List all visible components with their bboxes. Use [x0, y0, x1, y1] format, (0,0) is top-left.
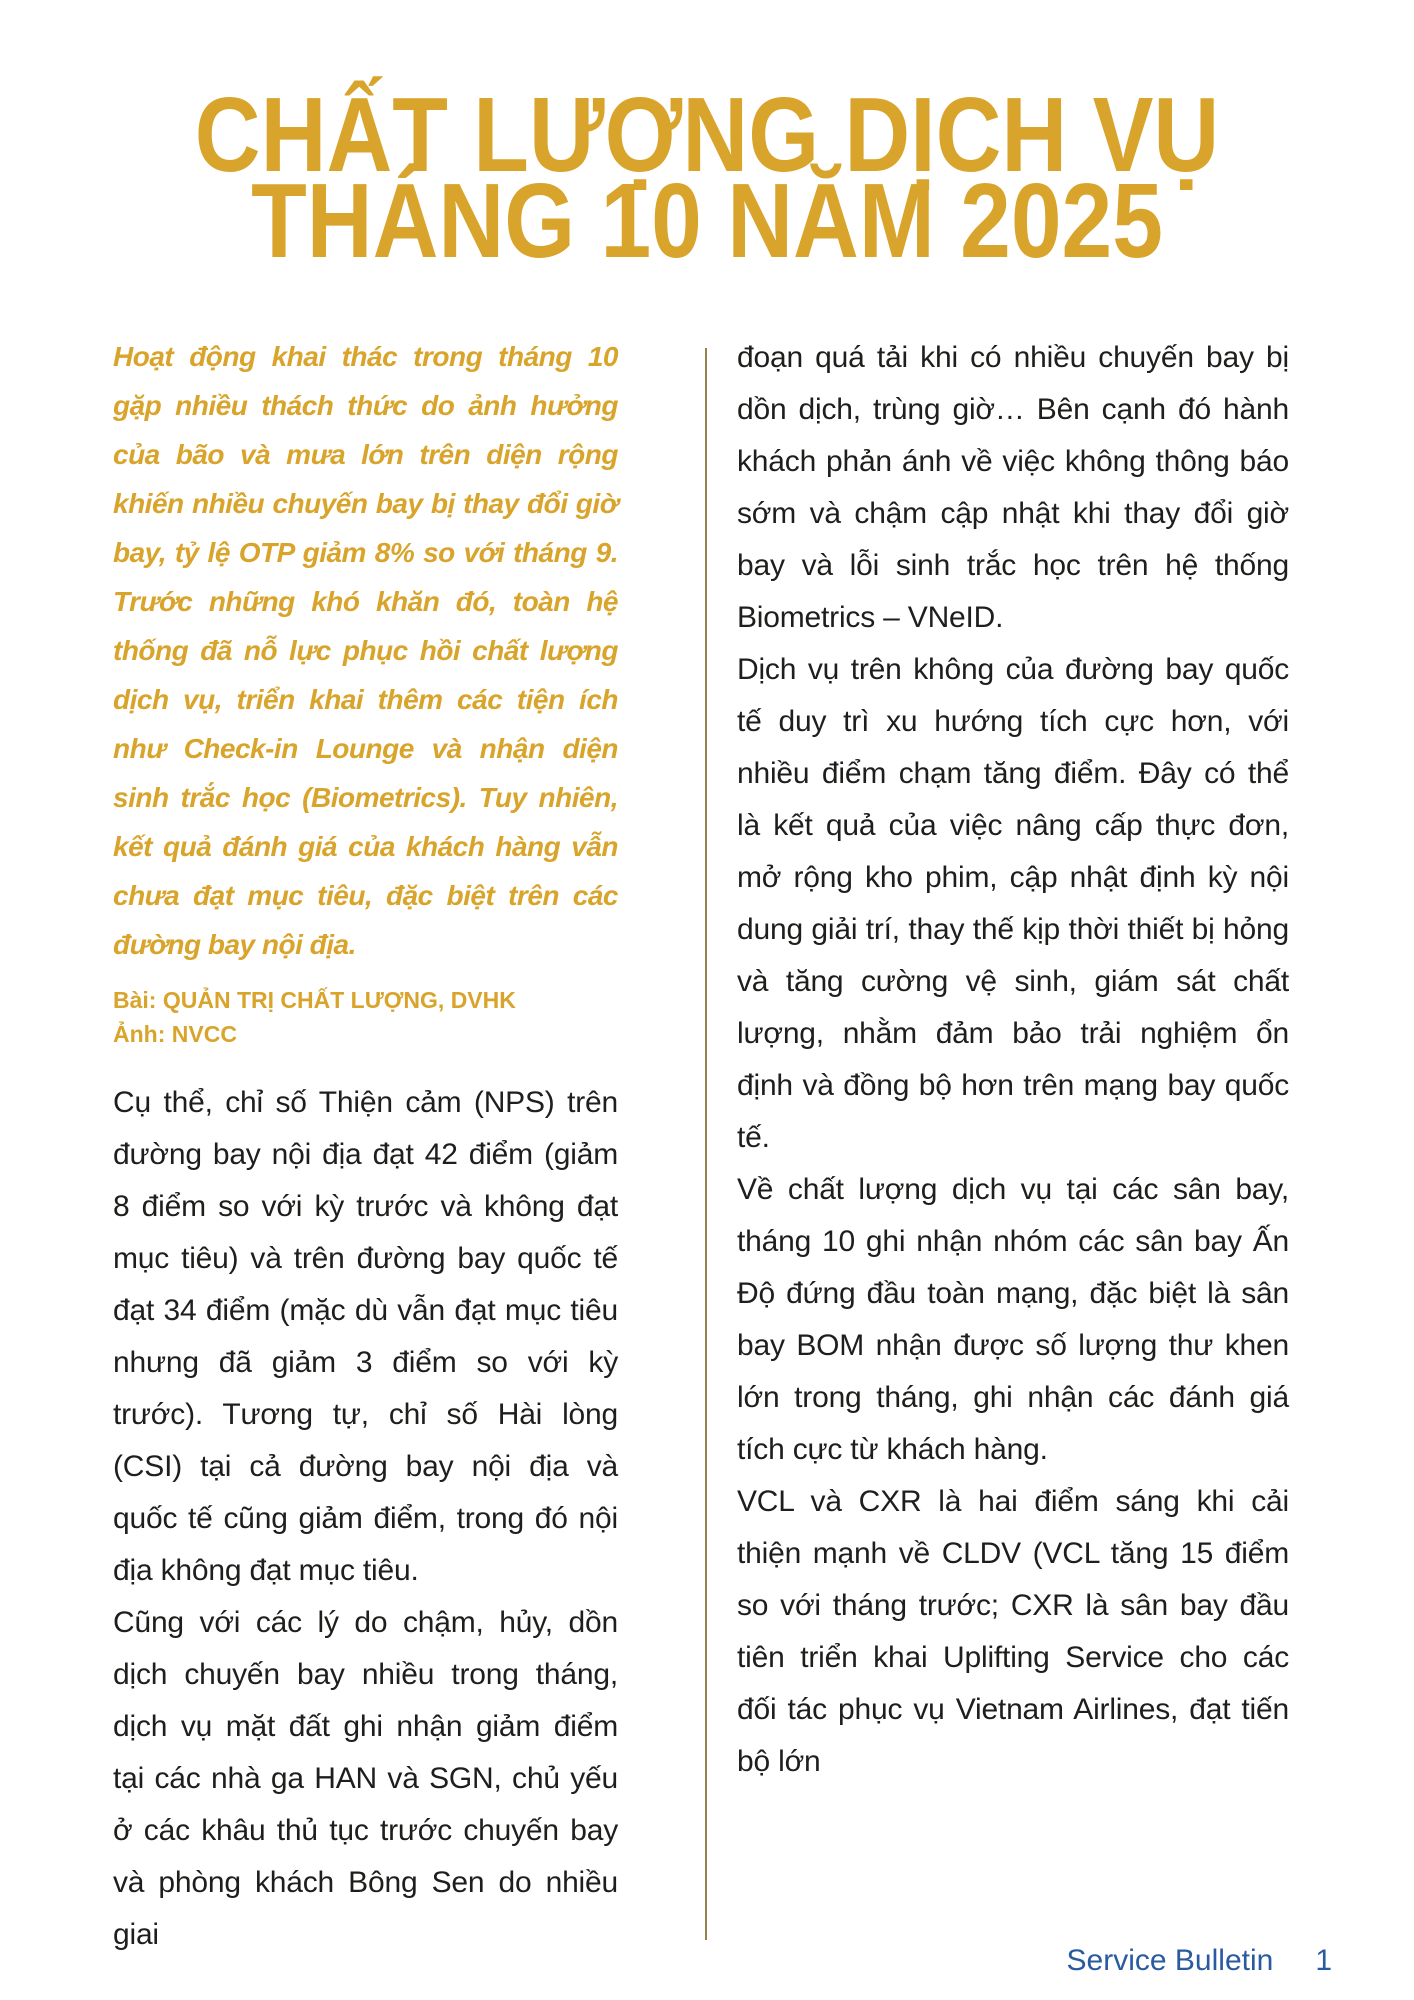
column-right	[737, 332, 1289, 1788]
body-paragraph: đoạn quá tải khi có nhiều chuyến bay bị dồn dịch, trùng giờ… Bên cạnh đó hành khách phản ánh về việc không thông báo sớm và chậm cập nhật khi thay đổi giờ bay và lỗi sinh trắc học trên hệ thống Biometrics – VNeID.	[737, 341, 1289, 634]
page-title	[99, 76, 1315, 280]
byline-author: Bài: QUẢN TRỊ CHẤT LƯỢNG, DVHK	[113, 987, 516, 1013]
byline	[113, 983, 618, 1051]
column-left	[113, 332, 618, 1961]
byline-photo: Ảnh: NVCC	[113, 1021, 237, 1047]
body-paragraph: Cũng với các lý do chậm, hủy, dồn dịch chuyến bay nhiều trong tháng, dịch vụ mặt đất ghi nhận giảm điểm tại các nhà ga HAN và SGN, chủ yếu ở các khâu thủ tục trước chuyến bay và phòng khách Bông Sen do nhiều giai	[113, 1606, 618, 1951]
body-paragraph: Về chất lượng dịch vụ tại các sân bay, tháng 10 ghi nhận nhóm các sân bay Ấn Độ đứng đầu toàn mạng, đặc biệt là sân bay BOM nhận được số lượng thư khen lớn trong tháng, ghi nhận các đánh giá tích cực từ khách hàng.	[737, 1173, 1289, 1466]
footer-label: Service Bulletin	[1066, 1944, 1274, 1977]
body-paragraph: Dịch vụ trên không của đường bay quốc tế duy trì xu hướng tích cực hơn, với nhiều điểm chạm tăng điểm. Đây có thể là kết quả của việc nâng cấp thực đơn, mở rộng kho phim, cập nhật định kỳ nội dung giải trí, thay thế kịp thời thiết bị hỏng và tăng cường vệ sinh, giám sát chất lượng, nhằm đảm bảo trải nghiệm ổn định và đồng bộ hơn trên mạng bay quốc tế.	[737, 653, 1289, 1154]
footer-page-number: 1	[1315, 1944, 1332, 1977]
title-line-2: THÁNG 10 NĂM 2025	[251, 162, 1163, 280]
title-line-1: CHẤT LƯỢNG DỊCH VỤ	[194, 76, 1220, 194]
intro-paragraph: Hoạt động khai thác trong tháng 10 gặp nhiều thách thức do ảnh hưởng của bão và mưa lớn trên diện rộng khiến nhiều chuyến bay bị thay đổi giờ bay, tỷ lệ OTP giảm 8% so với tháng 9. Trước những khó khăn đó, toàn hệ thống đã nỗ lực phục hồi chất lượng dịch vụ, triển khai thêm các tiện ích như Check-in Lounge và nhận diện sinh trắc học (Biometrics). Tuy nhiên, kết quả đánh giá của khách hàng vẫn chưa đạt mục tiêu, đặc biệt trên các đường bay nội địa.	[113, 341, 618, 960]
body-paragraph: Cụ thể, chỉ số Thiện cảm (NPS) trên đường bay nội địa đạt 42 điểm (giảm 8 điểm so với kỳ trước và không đạt mục tiêu) và trên đường bay quốc tế đạt 34 điểm (mặc dù vẫn đạt mục tiêu nhưng đã giảm 3 điểm so với kỳ trước). Tương tự, chỉ số Hài lòng (CSI) tại cả đường bay nội địa và quốc tế cũng giảm điểm, trong đó nội địa không đạt mục tiêu.	[113, 1086, 618, 1587]
column-divider	[705, 348, 707, 1940]
body-paragraph: VCL và CXR là hai điểm sáng khi cải thiện mạnh về CLDV (VCL tăng 15 điểm so với tháng trước; CXR là sân bay đầu tiên triển khai Uplifting Service cho các đối tác phục vụ Vietnam Airlines, đạt tiến bộ lớn	[737, 1485, 1289, 1778]
page-footer	[1067, 1944, 1332, 1978]
